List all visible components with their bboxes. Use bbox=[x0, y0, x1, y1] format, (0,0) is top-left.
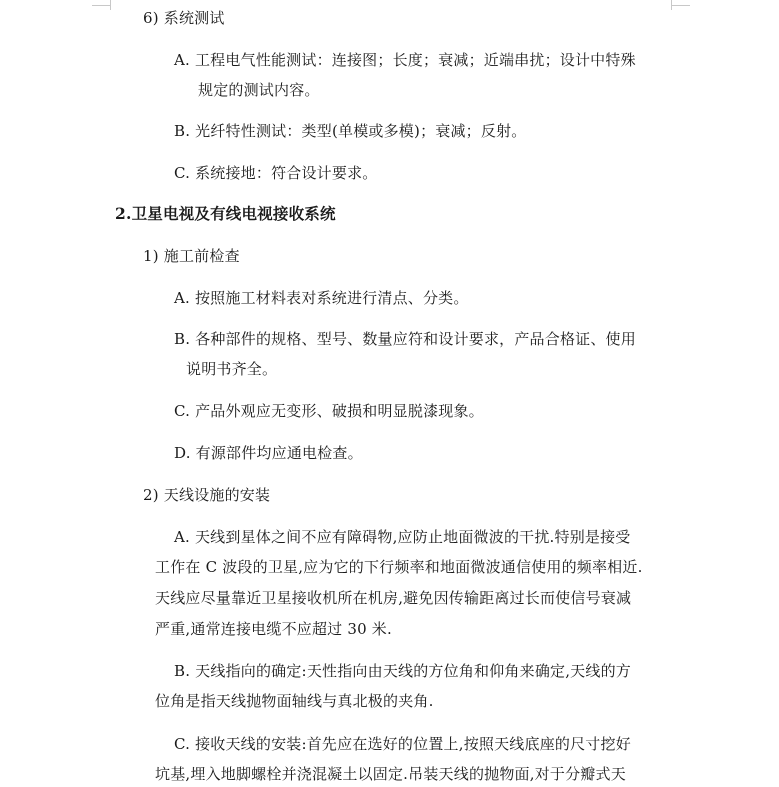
subsection-heading-pre-check: 1) 施工前检查 bbox=[143, 247, 240, 265]
subsection-heading-system-test: 6) 系统测试 bbox=[143, 9, 225, 27]
subsection-heading-antenna-install: 2) 天线设施的安装 bbox=[143, 486, 271, 504]
list-item-c-appearance: C. 产品外观应无变形、破损和明显脱漆现象。 bbox=[174, 402, 484, 420]
paragraph-c-line-2: 坑基,埋入地脚螺栓并浇混凝土以固定.吊装天线的抛物面,对于分瓣式天 bbox=[155, 765, 626, 783]
paragraph-c-line-1: C. 接收天线的安装:首先应在选好的位置上,按照天线底座的尺寸挖好 bbox=[174, 735, 631, 753]
list-item-b-specifications-continued: 说明书齐全。 bbox=[186, 360, 278, 378]
paragraph-a-line-4: 严重,通常连接电缆不应超过 30 米. bbox=[155, 620, 392, 638]
paragraph-b-line-2: 位角是指天线抛物面轴线与真北极的夹角. bbox=[155, 692, 434, 710]
list-item-a-electrical-test-continued: 规定的测试内容。 bbox=[198, 81, 320, 99]
paragraph-a-line-1: A. 天线到星体之间不应有障碍物,应防止地面微波的干扰.特别是接受 bbox=[174, 528, 631, 546]
paragraph-a-line-2: 工作在 C 波段的卫星,应为它的下行频率和地面微波通信使用的频率相近. bbox=[155, 558, 643, 576]
paragraph-a-line-3: 天线应尽量靠近卫星接收机所在机房,避免因传输距离过长而使信号衰减 bbox=[155, 589, 632, 607]
crop-mark-top-left bbox=[92, 5, 110, 6]
crop-mark-top-right bbox=[672, 5, 690, 6]
section-heading-satellite-tv: 2.卫星电视及有线电视接收系统 bbox=[115, 204, 336, 223]
crop-mark-top-right-vertical bbox=[671, 0, 672, 10]
list-item-b-fiber-test: B. 光纤特性测试：类型(单模或多模)；衰减；反射。 bbox=[174, 122, 527, 140]
list-item-d-power-check: D. 有源部件均应通电检查。 bbox=[174, 444, 363, 462]
crop-mark-top-left-vertical bbox=[110, 0, 111, 10]
list-item-b-specifications: B. 各种部件的规格、型号、数量应符和设计要求，产品合格证、使用 bbox=[174, 330, 636, 348]
list-item-c-grounding: C. 系统接地：符合设计要求。 bbox=[174, 164, 378, 182]
paragraph-b-line-1: B. 天线指向的确定:天性指向由天线的方位角和仰角来确定,天线的方 bbox=[174, 662, 631, 680]
list-item-a-inventory: A. 按照施工材料表对系统进行清点、分类。 bbox=[174, 289, 469, 307]
list-item-a-electrical-test: A. 工程电气性能测试：连接图；长度；衰减；近端串扰；设计中特殊 bbox=[174, 51, 636, 69]
